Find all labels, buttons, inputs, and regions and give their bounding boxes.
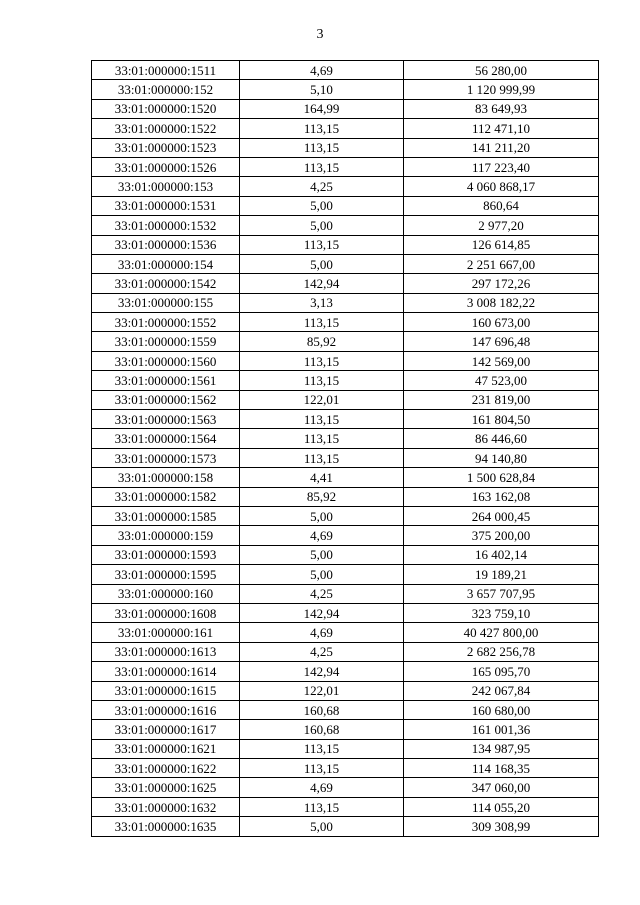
rate-cell: 5,00 — [240, 565, 404, 584]
cadastral-number-cell: 33:01:000000:1560 — [92, 351, 240, 370]
value-cell: 83 649,93 — [404, 99, 599, 118]
rate-cell: 160,68 — [240, 700, 404, 719]
rate-cell: 3,13 — [240, 293, 404, 312]
page-number: 3 — [316, 27, 324, 42]
value-cell: 16 402,14 — [404, 545, 599, 564]
rate-cell: 113,15 — [240, 351, 404, 370]
rate-cell: 113,15 — [240, 410, 404, 429]
value-cell: 86 446,60 — [404, 429, 599, 448]
cadastral-number-cell: 33:01:000000:1617 — [92, 720, 240, 739]
table-row — [92, 584, 599, 603]
rate-cell: 113,15 — [240, 797, 404, 816]
value-cell: 163 162,08 — [404, 487, 599, 506]
cadastral-value-table — [91, 60, 599, 837]
table-row — [92, 506, 599, 525]
value-cell: 242 067,84 — [404, 681, 599, 700]
cadastral-number-cell: 33:01:000000:1625 — [92, 778, 240, 797]
rate-cell: 164,99 — [240, 99, 404, 118]
value-cell: 323 759,10 — [404, 603, 599, 622]
cadastral-number-cell: 33:01:000000:1520 — [92, 99, 240, 118]
value-cell: 141 211,20 — [404, 138, 599, 157]
table-row — [92, 351, 599, 370]
cadastral-number-cell: 33:01:000000:1585 — [92, 506, 240, 525]
rate-cell: 4,25 — [240, 177, 404, 196]
table-row — [92, 700, 599, 719]
cadastral-number-cell: 33:01:000000:155 — [92, 293, 240, 312]
cadastral-number-cell: 33:01:000000:1542 — [92, 274, 240, 293]
rate-cell: 4,69 — [240, 778, 404, 797]
rate-cell: 142,94 — [240, 603, 404, 622]
table-row — [92, 138, 599, 157]
table-row — [92, 313, 599, 332]
table-row — [92, 487, 599, 506]
value-cell: 860,64 — [404, 196, 599, 215]
table-row — [92, 274, 599, 293]
cadastral-number-cell: 33:01:000000:1595 — [92, 565, 240, 584]
cadastral-number-cell: 33:01:000000:152 — [92, 80, 240, 99]
value-cell: 134 987,95 — [404, 739, 599, 758]
cadastral-number-cell: 33:01:000000:1635 — [92, 817, 240, 836]
table-row — [92, 99, 599, 118]
cadastral-number-cell: 33:01:000000:160 — [92, 584, 240, 603]
cadastral-number-cell: 33:01:000000:1522 — [92, 119, 240, 138]
rate-cell: 113,15 — [240, 429, 404, 448]
rate-cell: 113,15 — [240, 138, 404, 157]
value-cell: 2 977,20 — [404, 216, 599, 235]
cadastral-number-cell: 33:01:000000:1563 — [92, 410, 240, 429]
rate-cell: 85,92 — [240, 332, 404, 351]
cadastral-number-cell: 33:01:000000:1559 — [92, 332, 240, 351]
cadastral-number-cell: 33:01:000000:1523 — [92, 138, 240, 157]
cadastral-number-cell: 33:01:000000:1552 — [92, 313, 240, 332]
value-cell: 56 280,00 — [404, 61, 599, 80]
value-cell: 161 804,50 — [404, 410, 599, 429]
table-row — [92, 642, 599, 661]
value-cell: 165 095,70 — [404, 662, 599, 681]
rate-cell: 122,01 — [240, 390, 404, 409]
rate-cell: 4,69 — [240, 623, 404, 642]
value-cell: 1 500 628,84 — [404, 468, 599, 487]
table-row — [92, 235, 599, 254]
rate-cell: 4,69 — [240, 61, 404, 80]
value-cell: 2 251 667,00 — [404, 254, 599, 273]
value-cell: 160 680,00 — [404, 700, 599, 719]
cadastral-number-cell: 33:01:000000:1632 — [92, 797, 240, 816]
cadastral-number-cell: 33:01:000000:1561 — [92, 371, 240, 390]
rate-cell: 4,69 — [240, 526, 404, 545]
table-row — [92, 797, 599, 816]
cadastral-number-cell: 33:01:000000:1615 — [92, 681, 240, 700]
cadastral-number-cell: 33:01:000000:1582 — [92, 487, 240, 506]
cadastral-number-cell: 33:01:000000:1531 — [92, 196, 240, 215]
cadastral-number-cell: 33:01:000000:1593 — [92, 545, 240, 564]
value-cell: 375 200,00 — [404, 526, 599, 545]
table-row — [92, 332, 599, 351]
rate-cell: 113,15 — [240, 157, 404, 176]
value-cell: 147 696,48 — [404, 332, 599, 351]
table-row — [92, 817, 599, 836]
rate-cell: 142,94 — [240, 662, 404, 681]
cadastral-number-cell: 33:01:000000:154 — [92, 254, 240, 273]
table-row — [92, 778, 599, 797]
table-row — [92, 157, 599, 176]
value-cell: 297 172,26 — [404, 274, 599, 293]
value-cell: 114 055,20 — [404, 797, 599, 816]
value-cell: 160 673,00 — [404, 313, 599, 332]
rate-cell: 113,15 — [240, 448, 404, 467]
table-body — [92, 61, 599, 837]
rate-cell: 5,00 — [240, 817, 404, 836]
table-row — [92, 681, 599, 700]
rate-cell: 113,15 — [240, 119, 404, 138]
table-row — [92, 293, 599, 312]
value-cell: 117 223,40 — [404, 157, 599, 176]
cadastral-number-cell: 33:01:000000:1564 — [92, 429, 240, 448]
table-row — [92, 759, 599, 778]
rate-cell: 4,41 — [240, 468, 404, 487]
cadastral-number-cell: 33:01:000000:1511 — [92, 61, 240, 80]
rate-cell: 5,00 — [240, 254, 404, 273]
value-cell: 1 120 999,99 — [404, 80, 599, 99]
table-row — [92, 526, 599, 545]
cadastral-number-cell: 33:01:000000:153 — [92, 177, 240, 196]
cadastral-number-cell: 33:01:000000:1526 — [92, 157, 240, 176]
value-cell: 47 523,00 — [404, 371, 599, 390]
table-row — [92, 390, 599, 409]
value-cell: 231 819,00 — [404, 390, 599, 409]
value-cell: 142 569,00 — [404, 351, 599, 370]
table-row — [92, 603, 599, 622]
table-row — [92, 565, 599, 584]
table-row — [92, 371, 599, 390]
rate-cell: 113,15 — [240, 739, 404, 758]
rate-cell: 5,00 — [240, 545, 404, 564]
table-row — [92, 410, 599, 429]
rate-cell: 122,01 — [240, 681, 404, 700]
table-row — [92, 254, 599, 273]
rate-cell: 85,92 — [240, 487, 404, 506]
rate-cell: 5,10 — [240, 80, 404, 99]
value-cell: 161 001,36 — [404, 720, 599, 739]
cadastral-number-cell: 33:01:000000:1573 — [92, 448, 240, 467]
table-row — [92, 448, 599, 467]
cadastral-number-cell: 33:01:000000:1621 — [92, 739, 240, 758]
table-row — [92, 119, 599, 138]
value-cell: 126 614,85 — [404, 235, 599, 254]
rate-cell: 113,15 — [240, 371, 404, 390]
cadastral-number-cell: 33:01:000000:1536 — [92, 235, 240, 254]
rate-cell: 5,00 — [240, 506, 404, 525]
value-cell: 114 168,35 — [404, 759, 599, 778]
rate-cell: 113,15 — [240, 759, 404, 778]
table-row — [92, 429, 599, 448]
value-cell: 347 060,00 — [404, 778, 599, 797]
rate-cell: 5,00 — [240, 196, 404, 215]
table-row — [92, 720, 599, 739]
value-cell: 94 140,80 — [404, 448, 599, 467]
rate-cell: 4,25 — [240, 584, 404, 603]
value-cell: 2 682 256,78 — [404, 642, 599, 661]
rate-cell: 5,00 — [240, 216, 404, 235]
cadastral-number-cell: 33:01:000000:1608 — [92, 603, 240, 622]
rate-cell: 113,15 — [240, 235, 404, 254]
table-row — [92, 545, 599, 564]
cadastral-number-cell: 33:01:000000:1532 — [92, 216, 240, 235]
table-row — [92, 196, 599, 215]
rate-cell: 4,25 — [240, 642, 404, 661]
table-row — [92, 177, 599, 196]
table-row — [92, 623, 599, 642]
value-cell: 3 657 707,95 — [404, 584, 599, 603]
rate-cell: 113,15 — [240, 313, 404, 332]
table-row — [92, 662, 599, 681]
cadastral-number-cell: 33:01:000000:159 — [92, 526, 240, 545]
cadastral-number-cell: 33:01:000000:1614 — [92, 662, 240, 681]
value-cell: 309 308,99 — [404, 817, 599, 836]
value-cell: 264 000,45 — [404, 506, 599, 525]
value-cell: 40 427 800,00 — [404, 623, 599, 642]
cadastral-number-cell: 33:01:000000:1616 — [92, 700, 240, 719]
value-cell: 3 008 182,22 — [404, 293, 599, 312]
value-cell: 4 060 868,17 — [404, 177, 599, 196]
cadastral-number-cell: 33:01:000000:161 — [92, 623, 240, 642]
cadastral-number-cell: 33:01:000000:158 — [92, 468, 240, 487]
rate-cell: 160,68 — [240, 720, 404, 739]
table-row — [92, 216, 599, 235]
rate-cell: 142,94 — [240, 274, 404, 293]
value-cell: 19 189,21 — [404, 565, 599, 584]
value-cell: 112 471,10 — [404, 119, 599, 138]
cadastral-number-cell: 33:01:000000:1613 — [92, 642, 240, 661]
table-row — [92, 468, 599, 487]
table-row — [92, 739, 599, 758]
cadastral-number-cell: 33:01:000000:1622 — [92, 759, 240, 778]
cadastral-number-cell: 33:01:000000:1562 — [92, 390, 240, 409]
table-row — [92, 80, 599, 99]
table-row — [92, 61, 599, 80]
